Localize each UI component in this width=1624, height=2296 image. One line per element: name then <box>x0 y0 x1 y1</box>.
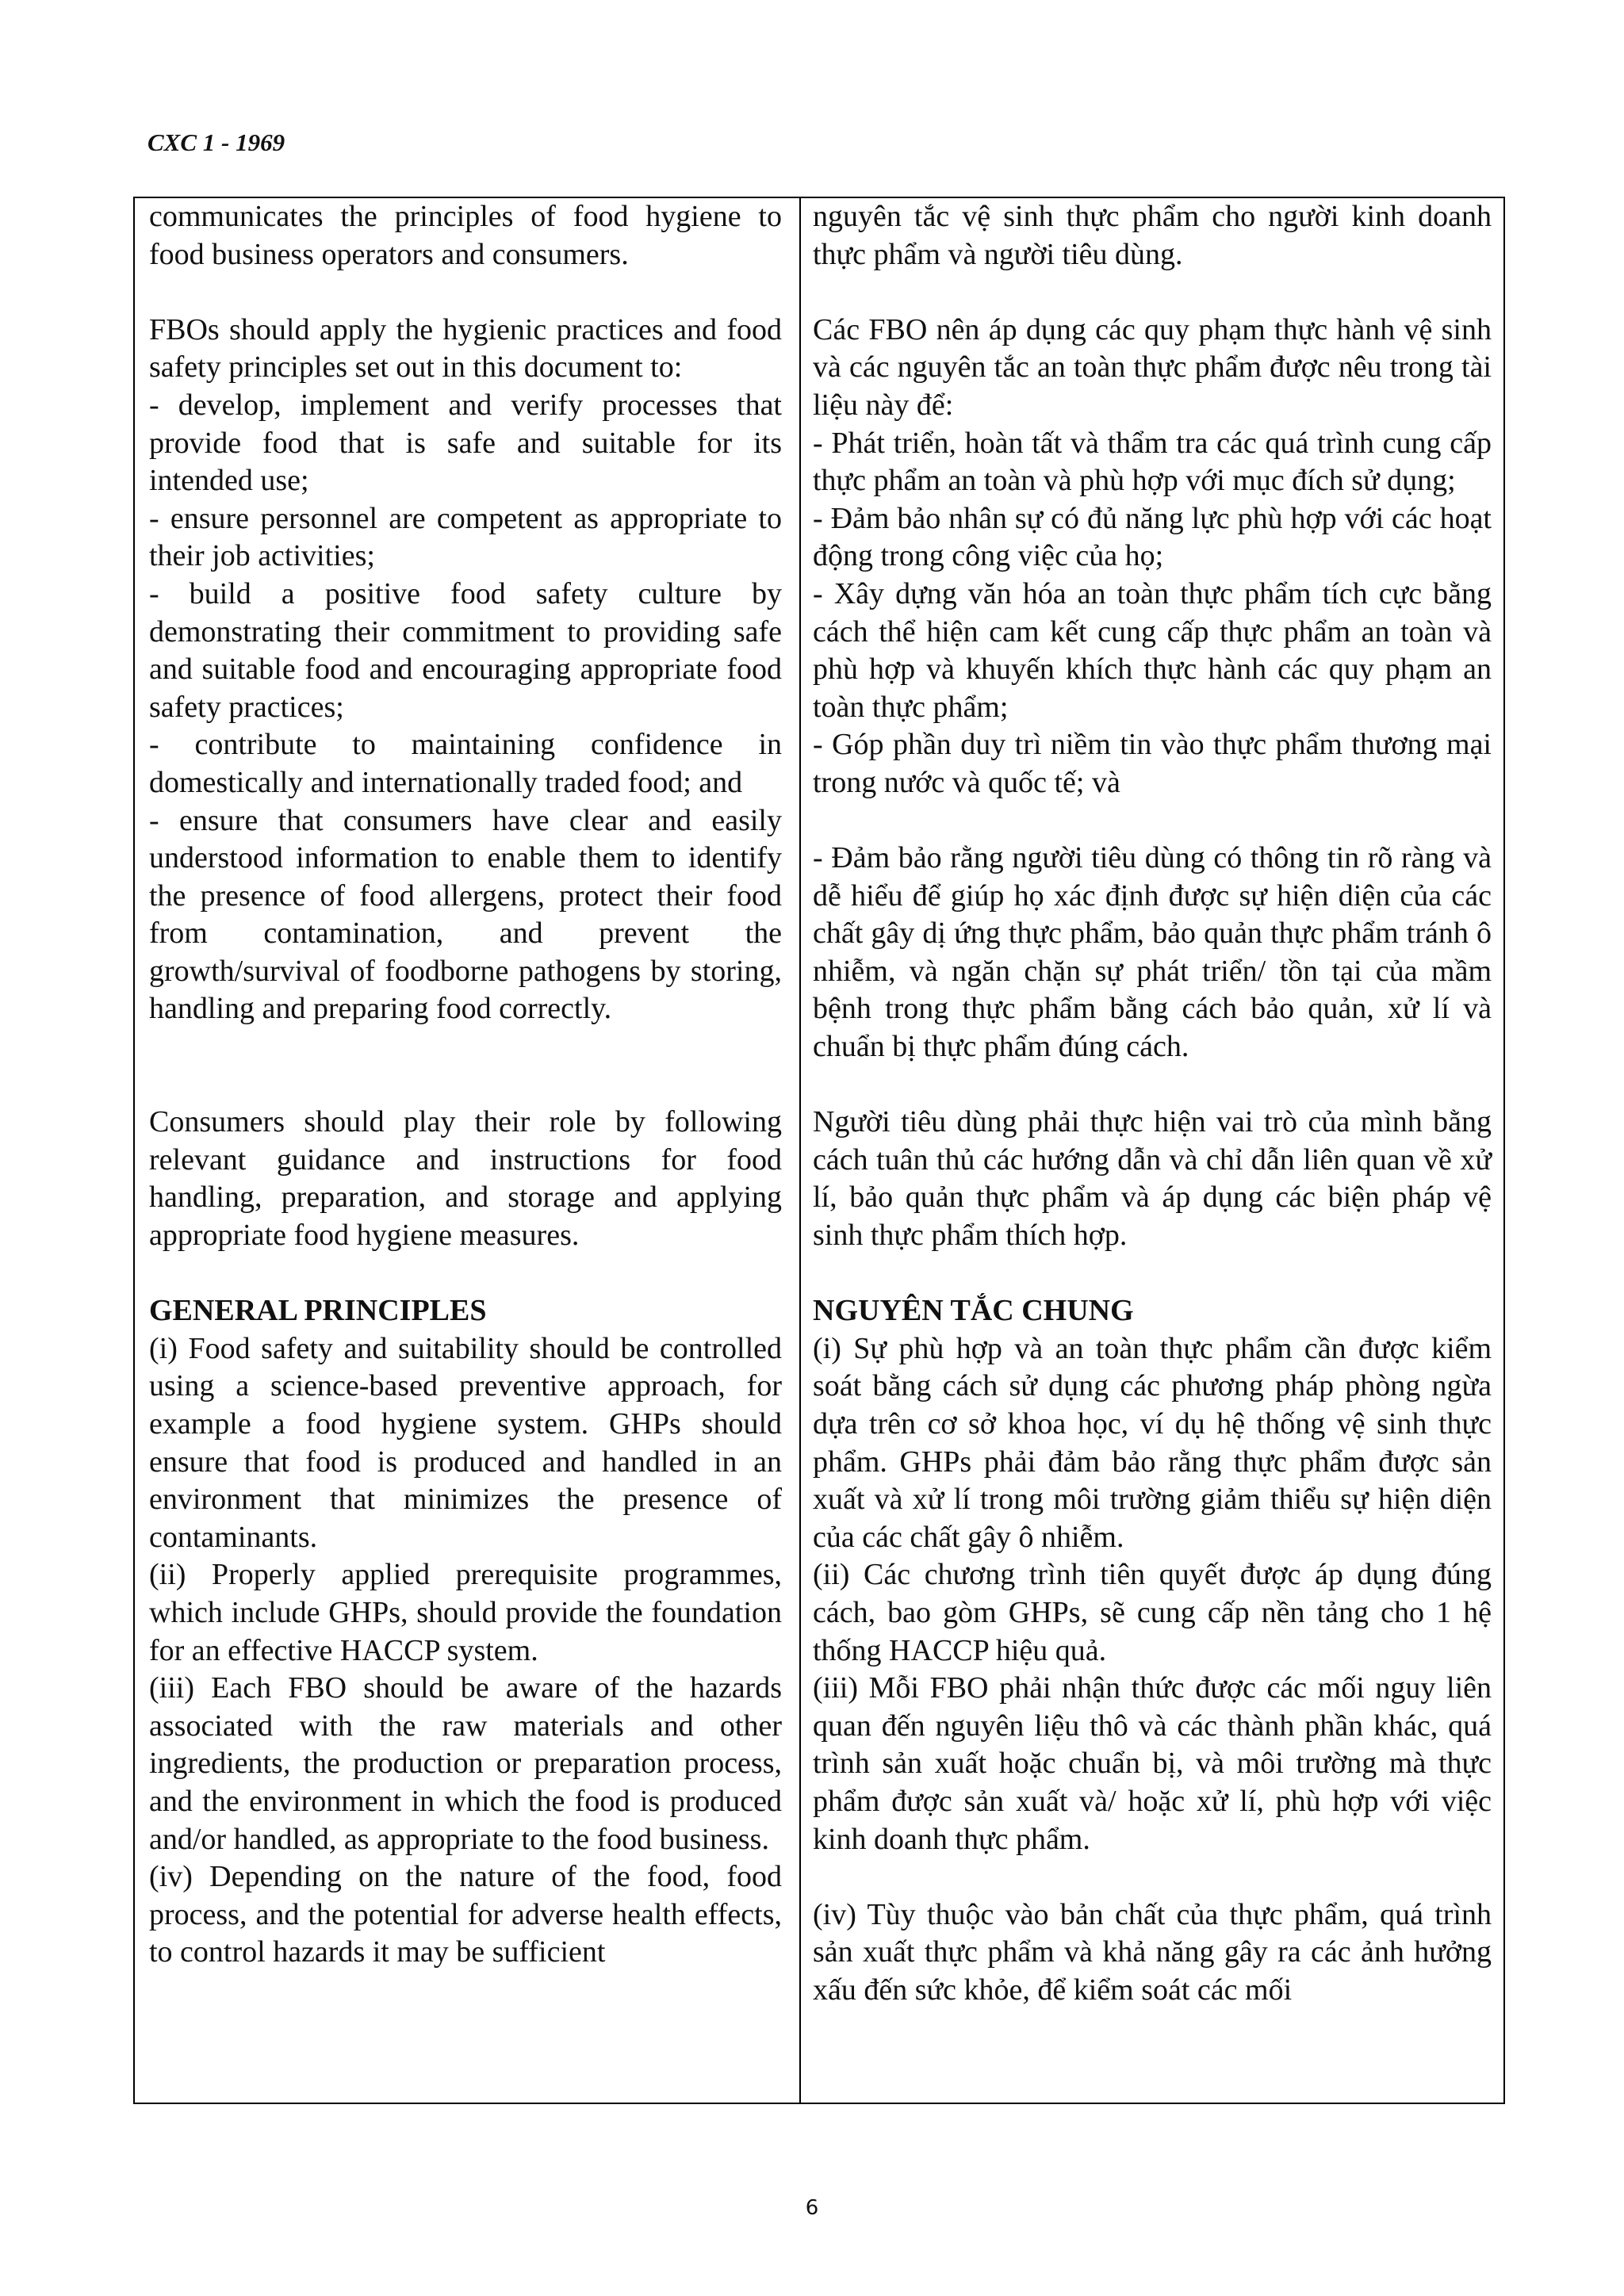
en-principle: (iii) Each FBO should be aware of the hazards associated with the raw materials and other ingredients, the production or preparation process, and the environment in which the food is produced and/or handled, as appropriate to the food business. <box>149 1671 782 1856</box>
en-fbo-intro: FBOs should apply the hygienic practices and food safety principles set out in this document to: <box>149 312 782 385</box>
vi-consumers-paragraph: Người tiêu dùng phải thực hiện vai trò của mình bằng cách tuân thủ các hướng dẫn và chỉ dẫn liên quan về xử lí, bảo quản thực phẩm và áp dụng các biện pháp vệ sinh thực phẩm thích hợp. <box>813 1105 1492 1253</box>
bilingual-table <box>133 197 1505 2104</box>
vi-principle: (ii) Các chương trình tiên quyết được áp dụng đúng cách, bao gòm GHPs, sẽ cung cấp nền tảng cho 1 hệ thống HACCP hiệu quả. <box>813 1558 1492 1667</box>
en-general-principles-heading: GENERAL PRINCIPLES <box>149 1294 487 1328</box>
column-divider <box>799 198 801 2103</box>
vietnamese-column <box>813 198 1492 2010</box>
vi-fbo-item: - Đảm bảo nhân sự có đủ năng lực phù hợp với các hoạt động trong công việc của họ; <box>813 501 1492 573</box>
en-fbo-item: - build a positive food safety culture by demonstrating their commitment to providing safe and suitable food and encouraging appropriate food safety practices; <box>149 576 782 724</box>
english-column <box>149 198 782 1972</box>
vi-principle: (iv) Tùy thuộc vào bản chất của thực phẩm, quá trình sản xuất thực phẩm và khả năng gây ra các ảnh hưởng xấu đến sức khỏe, để kiểm soát các mối <box>813 1897 1492 2007</box>
en-consumers-paragraph: Consumers should play their role by following relevant guidance and instructions for food handling, preparation, and storage and applying appropriate food hygiene measures. <box>149 1105 782 1253</box>
vi-fbo-item: - Phát triển, hoàn tất và thẩm tra các quá trình cung cấp thực phẩm an toàn và phù hợp với mục đích sử dụng; <box>813 426 1492 498</box>
en-principle: (i) Food safety and suitability should be controlled using a science-based preventive approach, for example a food hygiene system. GHPs should ensure that food is produced and handled in an environment that minimizes the presence of contaminants. <box>149 1331 782 1554</box>
vi-intro-continuation: nguyên tắc vệ sinh thực phẩm cho người kinh doanh thực phẩm và người tiêu dùng. <box>813 200 1492 271</box>
vi-fbo-item: - Góp phần duy trì niềm tin vào thực phẩm thương mại trong nước và quốc tế; và <box>813 728 1492 799</box>
vi-general-principles-heading: NGUYÊN TẮC CHUNG <box>813 1294 1134 1328</box>
en-fbo-item: - develop, implement and verify processes that provide food that is safe and suitable for its intended use; <box>149 388 782 498</box>
vi-principle: (iii) Mỗi FBO phải nhận thức được các mối nguy liên quan đến nguyên liệu thô và các thành phần khác, quá trình sản xuất hoặc chuẩn bị, và môi trường mà thực phẩm được sản xuất và/ hoặc xử lí, phù hợp với việc kinh doanh thực phẩm. <box>813 1671 1492 1856</box>
en-principle: (iv) Depending on the nature of the food, food process, and the potential for adverse health effects, to control hazards it may be sufficient <box>149 1860 782 1969</box>
en-fbo-item: - contribute to maintaining confidence in domestically and internationally traded food; and <box>149 728 782 799</box>
document-code: CXC 1 - 1969 <box>147 128 285 156</box>
vi-fbo-item: - Xây dựng văn hóa an toàn thực phẩm tích cực bằng cách thể hiện cam kết cung cấp thực phẩm an toàn và phù hợp và khuyến khích thực hành các quy phạm an toàn thực phẩm; <box>813 576 1492 724</box>
en-fbo-item: - ensure that consumers have clear and easily understood information to enable them to identify the presence of food allergens, protect their food from contamination, and prevent the growth/survival of foodborne pathogens by storing, handling and preparing food correctly. <box>149 803 782 1026</box>
en-fbo-item: - ensure personnel are competent as appropriate to their job activities; <box>149 501 782 573</box>
vi-fbo-intro: Các FBO nên áp dụng các quy phạm thực hành vệ sinh và các nguyên tắc an toàn thực phẩm được nêu trong tài liệu này để: <box>813 312 1492 422</box>
page-number: 6 <box>805 2196 819 2220</box>
vi-fbo-item: - Đảm bảo rằng người tiêu dùng có thông tin rõ ràng và dễ hiểu để giúp họ xác định được sự hiện diện của các chất gây dị ứng thực phẩm, bảo quản thực phẩm tránh ô nhiễm, và ngăn chặn sự phát triển/ tồn tại của mầm bệnh trong thực phẩm bằng cách bảo quản, xử lí và chuẩn bị thực phẩm đúng cách. <box>813 841 1492 1064</box>
en-principle: (ii) Properly applied prerequisite programmes, which include GHPs, should provide the foundation for an effective HACCP system. <box>149 1558 782 1667</box>
en-intro-continuation: communicates the principles of food hygiene to food business operators and consumers. <box>149 200 782 271</box>
vi-principle: (i) Sự phù hợp và an toàn thực phẩm cần được kiểm soát bằng cách sử dụng các phương pháp phòng ngừa dựa trên cơ sở khoa học, ví dụ hệ thống vệ sinh thực phẩm. GHPs phải đảm bảo rằng thực phẩm được sản xuất và xử lí trong môi trường giảm thiểu sự hiện diện của các chất gây ô nhiễm. <box>813 1331 1492 1554</box>
